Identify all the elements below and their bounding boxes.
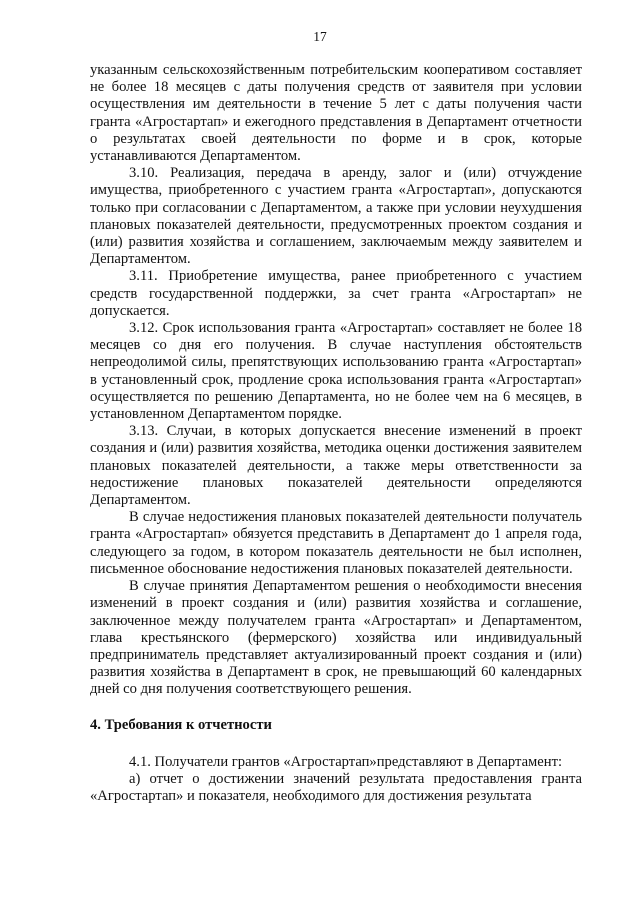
paragraph-3-11: 3.11. Приобретение имущества, ранее приобретенного с участием средств государственной поддержки, за счет гранта «Агростартап» не допускается.	[90, 268, 582, 319]
paragraph-continuation: указанным сельскохозяйственным потребительским кооперативом составляет не более 18 месяцев с даты получения средств от заявителя при условии осуществления им деятельности в течение 5 лет с даты получения части гранта «Агростартап» и ежегодного представления в Департамент отчетности о результатах своей деятельности по форме и в срок, которые устанавливаются Департаментом.	[90, 62, 582, 165]
paragraph-4-1: 4.1. Получатели грантов «Агростартап»представляют в Департамент:	[129, 753, 563, 770]
document-body	[90, 62, 582, 805]
section-heading: 4. Требования к отчетности	[90, 716, 272, 733]
paragraph-3-10: 3.10. Реализация, передача в аренду, залог и (или) отчуждение имущества, приобретенного с участием гранта «Агростартап», допускаются только при согласовании с Департаментом, а также при условии неухудшения плановых показателей деятельности, предусмотренных проектом создания и (или) развития хозяйства и соглашением, заключаемым между заявителем и Департаментом.	[90, 165, 582, 268]
paragraph-4-1-a: а) отчет о достижении значений результата предоставления гранта «Агростартап» и показателя, необходимого для достижения результата	[90, 770, 582, 805]
paragraph-changes-decision: В случае принятия Департаментом решения о необходимости внесения изменений в проект создания и (или) развития хозяйства и соглашение, заключенное между получателем гранта «Агростартап» и Департаментом, глава крестьянского (фермерского) хозяйства или индивидуальный предприниматель представляет актуализированный проект создания и (или) развития хозяйства в Департамент в срок, не превышающий 60 календарных дней со дня получения соответствующего решения.	[90, 578, 582, 698]
page-number: 17	[313, 29, 327, 44]
paragraph-non-achievement: В случае недостижения плановых показателей деятельности получатель гранта «Агростартап» обязуется представить в Департамент до 1 апреля года, следующего за годом, в котором показатель деятельности не был исполнен, письменное обоснование недостижения плановых показателей деятельности.	[90, 509, 582, 577]
paragraph-3-13: 3.13. Случаи, в которых допускается внесение изменений в проект создания и (или) развития хозяйства, методика оценки достижения заявителем плановых показателей деятельности, а также меры ответственности за недостижение плановых показателей деятельности определяются Департаментом.	[90, 423, 582, 509]
paragraph-3-12: 3.12. Срок использования гранта «Агростартап» составляет не более 18 месяцев со дня его получения. В случае наступления обстоятельств непреодолимой силы, препятствующих использованию гранта «Агростартап» в установленный срок, продление срока использования гранта «Агростартап» осуществляется по решению Департамента, но не более чем на 6 месяцев, в установленном Департаментом порядке.	[90, 320, 582, 423]
